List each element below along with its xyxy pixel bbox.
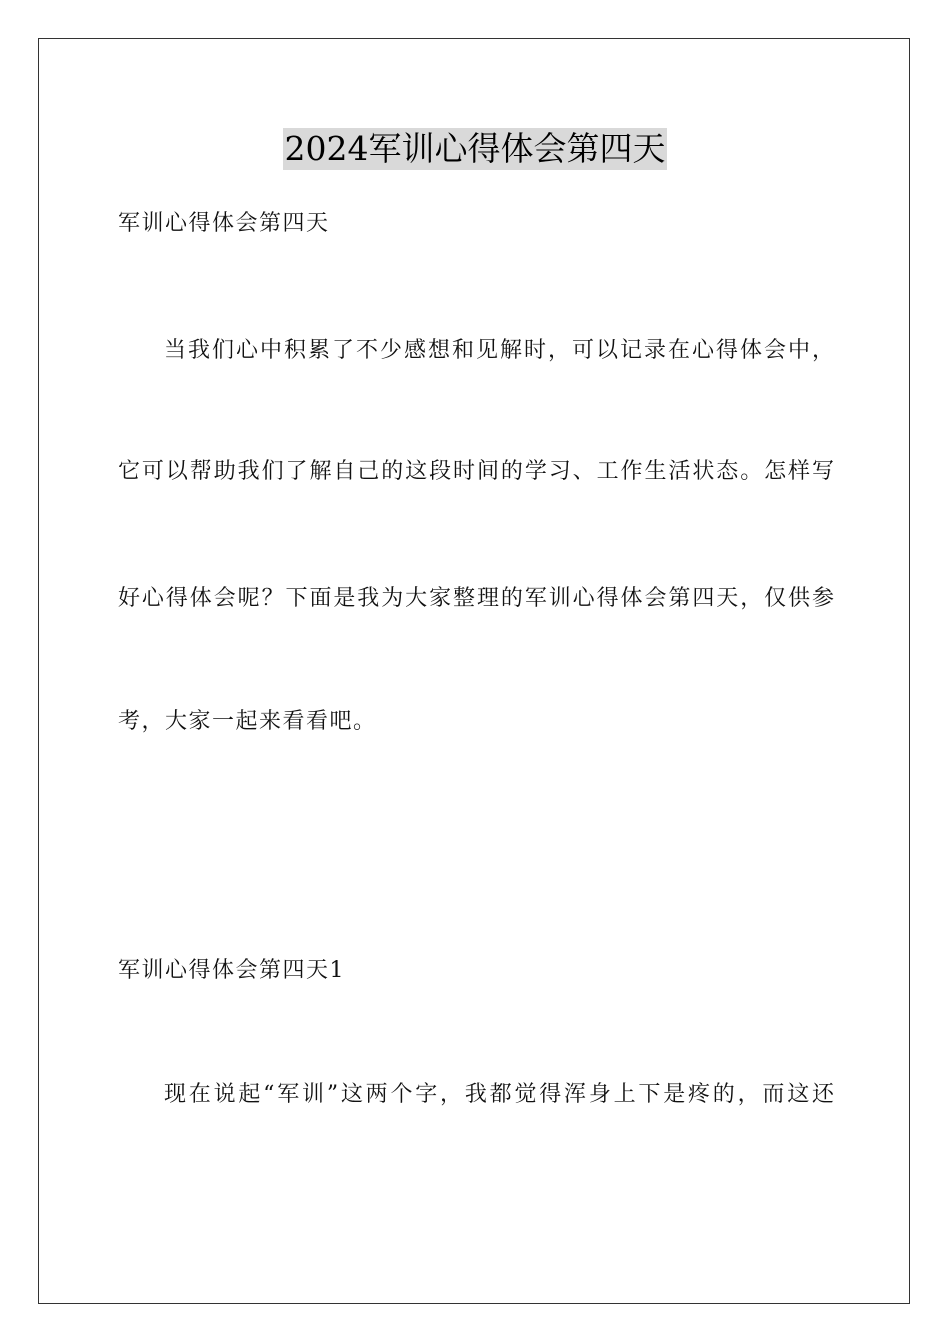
intro-line-1: 当我们心中积累了不少感想和见解时，可以记录在心得体会中， bbox=[164, 338, 834, 363]
section-line-1: 现在说起“军训”这两个字，我都觉得浑身上下是疼的，而这还 bbox=[164, 1082, 834, 1107]
document-title: 2024军训心得体会第四天 bbox=[284, 129, 666, 168]
intro-line-3: 好心得体会呢？下面是我为大家整理的军训心得体会第四天，仅供参 bbox=[118, 586, 834, 611]
intro-line-4: 考，大家一起来看看吧。 bbox=[118, 709, 377, 734]
section-heading: 军训心得体会第四天1 bbox=[118, 958, 345, 983]
document-subtitle: 军训心得体会第四天 bbox=[118, 211, 330, 236]
title-container bbox=[0, 128, 950, 170]
intro-line-2: 它可以帮助我们了解自己的这段时间的学习、工作生活状态。怎样写 bbox=[118, 459, 834, 484]
